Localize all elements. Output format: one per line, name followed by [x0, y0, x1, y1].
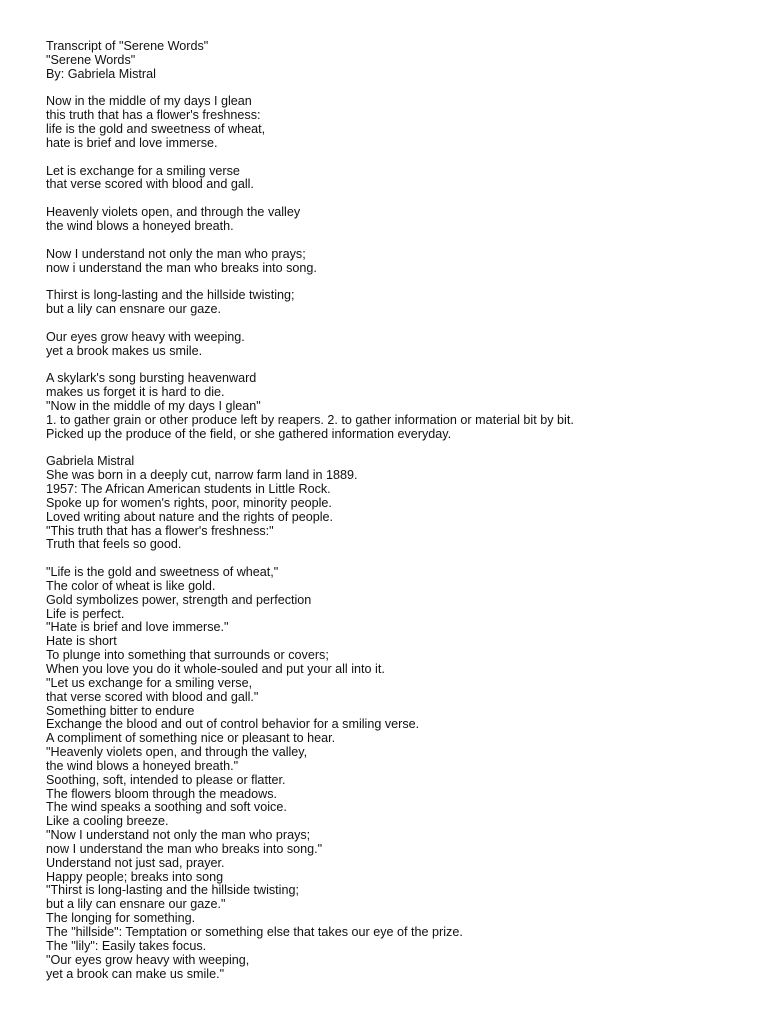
text-line: yet a brook can make us smile."	[46, 966, 225, 981]
stanza-6	[46, 331, 746, 359]
text-line: that verse scored with blood and gall."	[46, 689, 259, 704]
text-line: Happy people; breaks into song	[46, 869, 224, 884]
text-line: "Now in the middle of my days I glean"	[46, 398, 261, 413]
text-line: Understand not just sad, prayer.	[46, 855, 225, 870]
text-line: Something bitter to endure	[46, 703, 195, 718]
text-line: The "hillside": Temptation or something else that takes our eye of the prize.	[46, 925, 463, 939]
text-line: Soothing, soft, intended to please or flatter.	[46, 772, 286, 787]
text-line: now I understand the man who breaks into song."	[46, 841, 323, 856]
text-line: "Heavenly violets open, and through the valley,	[46, 745, 308, 760]
text-line: Now in the middle of my days I glean	[46, 94, 252, 109]
text-line: Like a cooling breeze.	[46, 814, 169, 829]
text-line: Picked up the produce of the field, or she gathered information everyday.	[46, 426, 452, 441]
text-line: Now I understand not only the man who prays;	[46, 246, 306, 261]
text-line: "Thirst is long-lasting and the hillside twisting;	[46, 883, 299, 898]
stanza-2	[46, 165, 746, 193]
text-line: Let is exchange for a smiling verse	[46, 163, 240, 178]
text-line: The flowers bloom through the meadows.	[46, 786, 278, 801]
text-line: The color of wheat is like gold.	[46, 578, 216, 593]
text-line: A skylark's song bursting heavenward	[46, 371, 257, 386]
author-line: By: Gabriela Mistral	[46, 66, 156, 81]
text-line: Gold symbolizes power, strength and perfection	[46, 592, 312, 607]
document-title-line: Transcript of "Serene Words"	[46, 39, 209, 53]
text-line: She was born in a deeply cut, narrow farm land in 1889.	[46, 468, 358, 483]
stanza-4	[46, 248, 746, 276]
text-line: Gabriela Mistral	[46, 454, 135, 469]
stanza-3	[46, 206, 746, 234]
text-line: The longing for something.	[46, 911, 196, 926]
notes-section-3	[46, 566, 746, 981]
text-line: The "lily": Easily takes focus.	[46, 938, 207, 953]
text-line: the wind blows a honeyed breath.	[46, 218, 234, 233]
text-line: When you love you do it whole-souled and put your all into it.	[46, 661, 385, 676]
document-page	[46, 40, 746, 995]
text-line: "Our eyes grow heavy with weeping,	[46, 952, 250, 967]
notes-section-2	[46, 455, 746, 552]
text-line: "Hate is brief and love immerse."	[46, 620, 229, 635]
text-line: but a lily can ensnare our gaze."	[46, 897, 226, 912]
poem-title-line: "Serene Words"	[46, 52, 136, 67]
text-line: this truth that has a flower's freshness:	[46, 108, 261, 123]
text-line: 1957: The African American students in Little Rock.	[46, 482, 331, 496]
text-line: Spoke up for women's rights, poor, minority people.	[46, 495, 332, 510]
text-line: that verse scored with blood and gall.	[46, 177, 254, 192]
text-line: Hate is short	[46, 634, 117, 649]
stanza-1	[46, 95, 746, 150]
text-line: life is the gold and sweetness of wheat,	[46, 122, 266, 137]
text-line: The wind speaks a soothing and soft voice.	[46, 800, 287, 815]
text-line: Truth that feels so good.	[46, 537, 182, 552]
text-line: but a lily can ensnare our gaze.	[46, 302, 222, 317]
text-line: makes us forget it is hard to die.	[46, 385, 225, 400]
text-line: Loved writing about nature and the rights of people.	[46, 509, 334, 524]
text-line: Thirst is long-lasting and the hillside twisting;	[46, 288, 295, 303]
document-header	[46, 40, 746, 82]
text-line: Heavenly violets open, and through the valley	[46, 205, 301, 220]
text-line: Our eyes grow heavy with weeping.	[46, 329, 245, 344]
text-line: the wind blows a honeyed breath."	[46, 758, 239, 773]
text-line: "Now I understand not only the man who prays;	[46, 828, 311, 843]
text-line: "Life is the gold and sweetness of wheat,"	[46, 565, 279, 580]
text-line: To plunge into something that surrounds or covers;	[46, 648, 329, 663]
text-line: Exchange the blood and out of control behavior for a smiling verse.	[46, 717, 420, 732]
stanza-5	[46, 289, 746, 317]
text-line: Life is perfect.	[46, 606, 125, 621]
text-line: "Let us exchange for a smiling verse,	[46, 675, 253, 690]
text-line: yet a brook makes us smile.	[46, 343, 203, 358]
text-line: now i understand the man who breaks into song.	[46, 260, 317, 275]
notes-section-1	[46, 372, 746, 441]
text-line: A compliment of something nice or pleasant to hear.	[46, 731, 336, 746]
text-line: 1. to gather grain or other produce left by reapers. 2. to gather information or material bit by bit.	[46, 412, 574, 427]
text-line: hate is brief and love immerse.	[46, 135, 218, 150]
text-line: "This truth that has a flower's freshness:"	[46, 523, 274, 538]
